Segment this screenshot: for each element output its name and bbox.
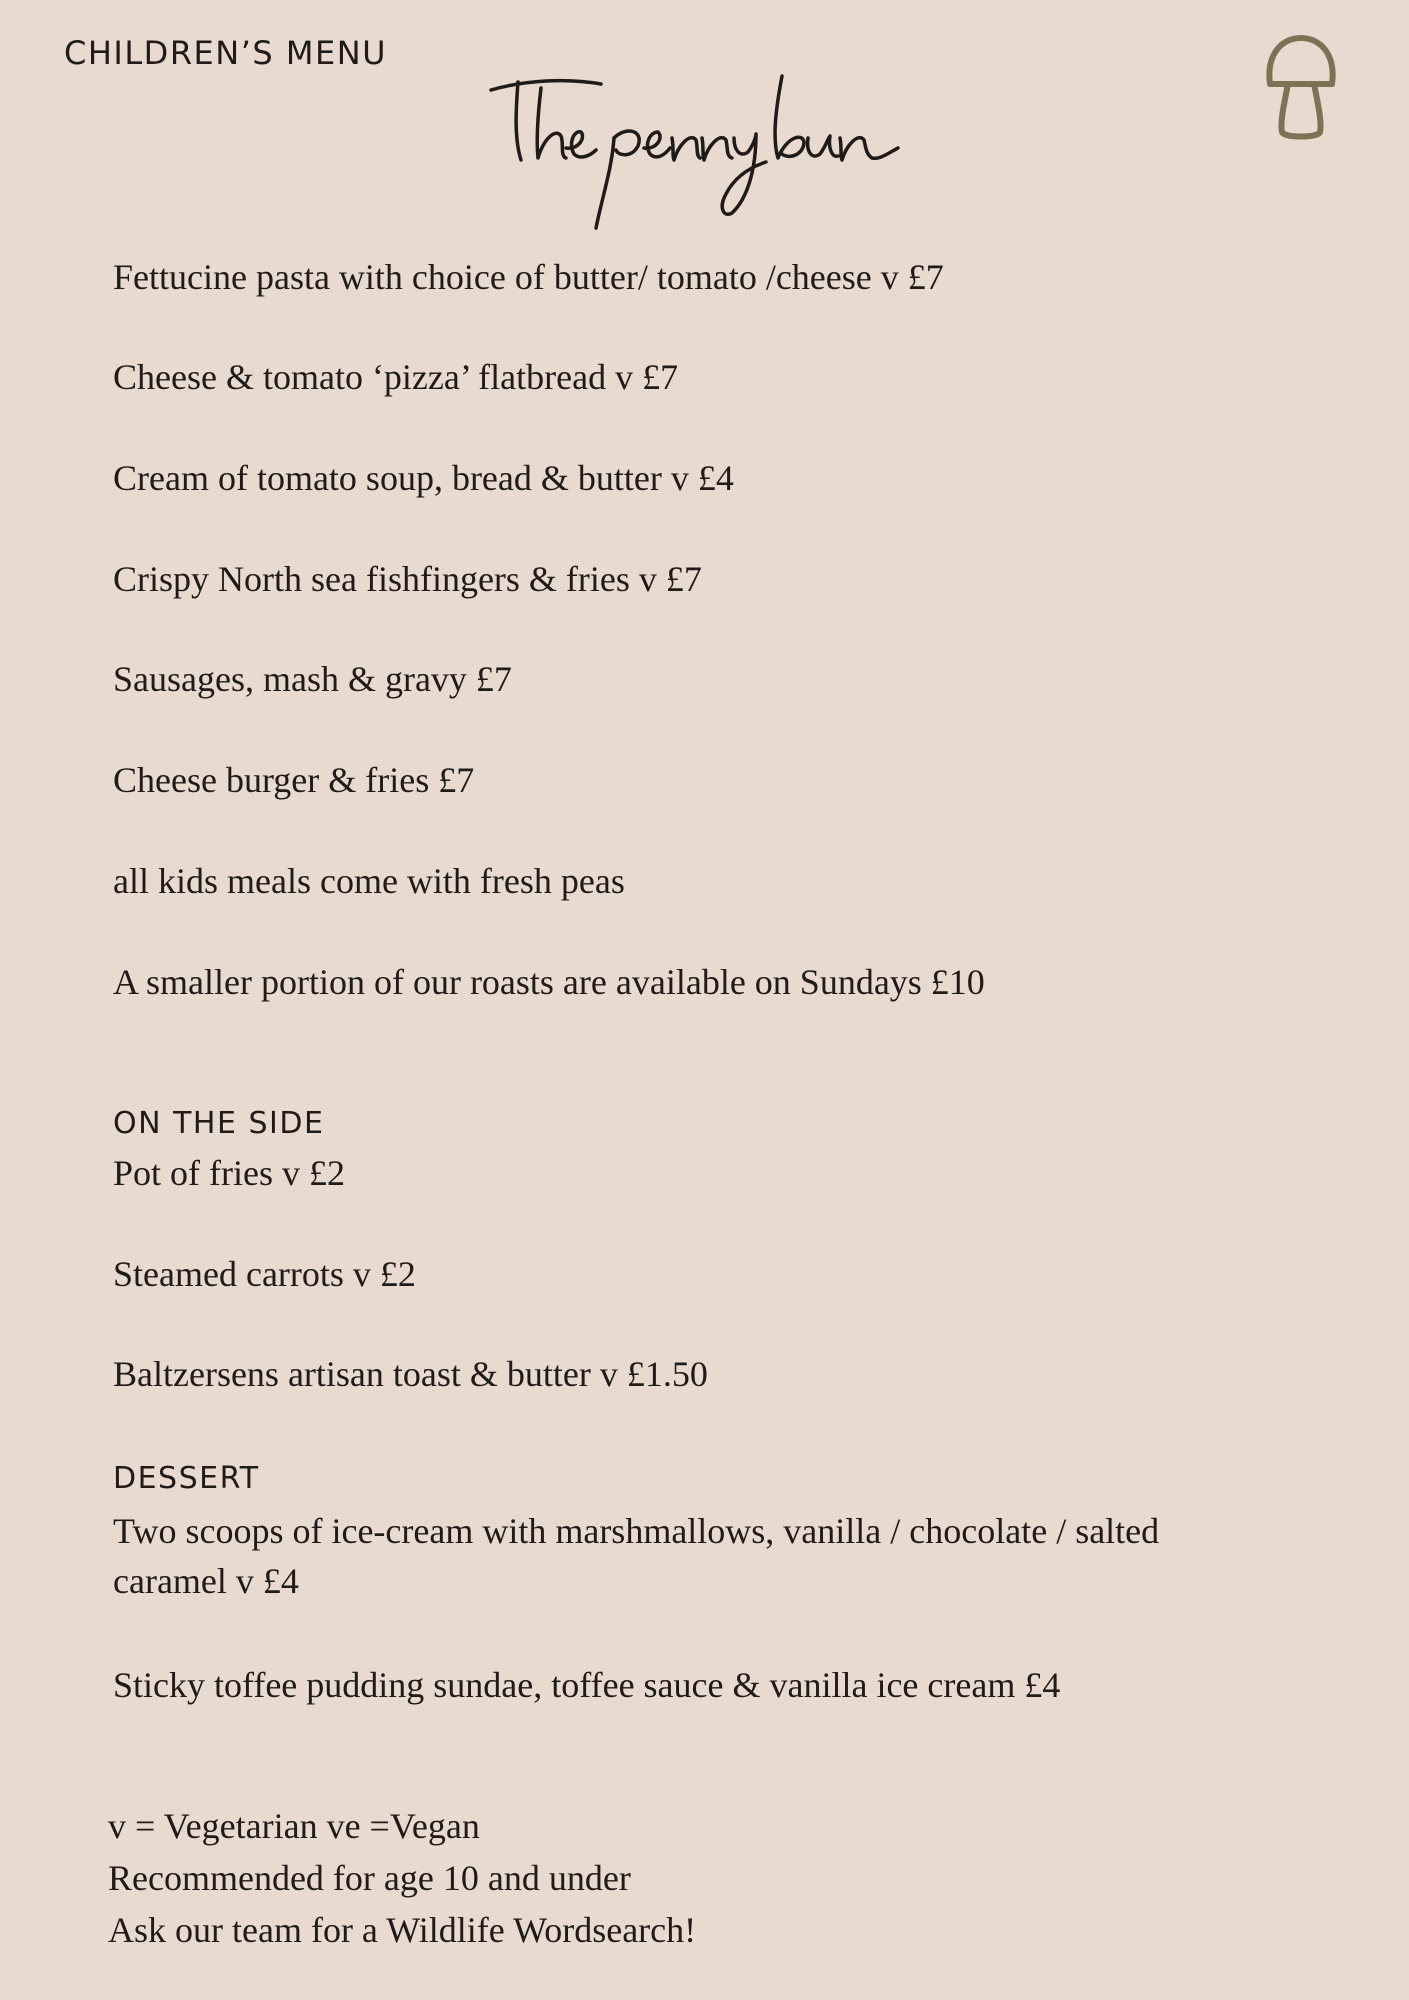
menu-item: Sausages, mash & gravy £7 [113,659,512,699]
side-item: Baltzersens artisan toast & butter v £1.50 [113,1354,708,1394]
side-item: Pot of fries v £2 [113,1153,345,1193]
menu-item: Cream of tomato soup, bread & butter v £4 [113,458,734,498]
menu-note: all kids meals come with fresh peas [113,861,625,901]
side-item: Steamed carrots v £2 [113,1254,416,1294]
page-label: CHILDREN’S MENU [64,34,388,72]
section-heading-dessert: DESSERT [113,1461,260,1496]
wordsearch-note: Ask our team for a Wildlife Wordsearch! [108,1910,697,1950]
menu-item: Cheese burger & fries £7 [113,760,475,800]
footer-notes [108,1800,696,1956]
dessert-item: Sticky toffee pudding sundae, toffee sauce & vanilla ice cream £4 [113,1665,1061,1705]
menu-item: Crispy North sea fishfingers & fries v £7 [113,559,702,599]
logo [486,68,906,238]
mushroom-icon [1262,34,1340,142]
menu-item: Fettucine pasta with choice of butter/ tomato /cheese v £7 [113,257,944,297]
section-heading-sides: ON THE SIDE [113,1106,325,1141]
age-note: Recommended for age 10 and under [108,1858,631,1898]
menu-note: A smaller portion of our roasts are available on Sundays £10 [113,962,985,1002]
menu-item: Cheese & tomato ‘pizza’ flatbread v £7 [113,357,679,397]
dessert-item: Two scoops of ice-cream with marshmallows, vanilla / chocolate / salted caramel v £4 [113,1511,1160,1601]
diet-legend: v = Vegetarian ve =Vegan [108,1806,480,1846]
